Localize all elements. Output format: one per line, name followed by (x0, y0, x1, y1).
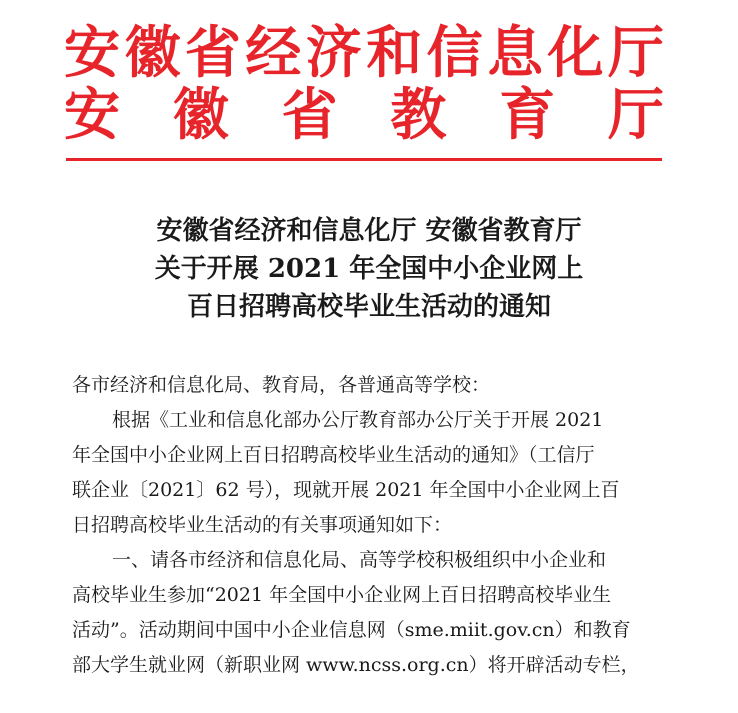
body-line: 根据《工业和信息化部办公厅教育部办公厅关于开展 2021 (112, 409, 604, 431)
title-line: 关于开展 2021 年全国中小企业网上 (154, 254, 584, 284)
issuer-character: 厅 (607, 82, 664, 148)
issuer-character: 息 (487, 20, 544, 86)
issuer-character: 教 (390, 82, 447, 148)
body-line: 联企业〔2021〕62 号），现就开展 2021 年全国中小企业网上百 (72, 479, 620, 501)
issuer-character: 徽 (124, 20, 181, 86)
title-line: 百日招聘高校毕业生活动的通知 (186, 292, 551, 322)
body-line: 部大学生就业网（新职业网 www.ncss.org.cn）将开辟活动专栏， (72, 654, 640, 676)
issuer-character: 济 (305, 20, 362, 86)
issuer-character: 信 (426, 20, 483, 86)
title-line: 安徽省经济和信息化厅 安徽省教育厅 (156, 216, 582, 246)
body-line: 日招聘高校毕业生活动的有关事项通知如下： (72, 514, 453, 536)
body-line: 活动”。活动期间中国中小企业信息网（sme.miit.gov.cn）和教育 (72, 619, 631, 641)
document-body (72, 368, 672, 683)
issuer-character: 省 (184, 20, 241, 86)
issuer-character: 安 (64, 82, 120, 148)
issuer-character: 厅 (607, 20, 664, 86)
body-line: 一、请各市经济和信息化局、高等学校积极组织中小企业和 (112, 549, 607, 571)
issuer-character: 省 (281, 82, 338, 148)
red-separator-line (66, 158, 662, 161)
issuer-character: 和 (366, 20, 423, 86)
issuer-header (64, 22, 664, 146)
issuer-character: 育 (499, 82, 556, 148)
issuer-character: 化 (547, 20, 604, 86)
issuer-name-line-2 (64, 84, 664, 146)
issuer-character: 经 (245, 20, 302, 86)
document-title (0, 212, 738, 326)
body-line: 年全国中小企业网上百日招聘高校毕业生活动的通知》（工信厅 (72, 444, 595, 466)
body-line: 高校毕业生参加“2021 年全国中小企业网上百日招聘高校毕业生 (72, 584, 612, 606)
issuer-character: 安 (64, 20, 120, 86)
issuer-character: 徽 (172, 82, 229, 148)
issuer-name-line-1 (64, 22, 664, 84)
salutation: 各市经济和信息化局、教育局，各普通高等学校： (72, 374, 491, 396)
